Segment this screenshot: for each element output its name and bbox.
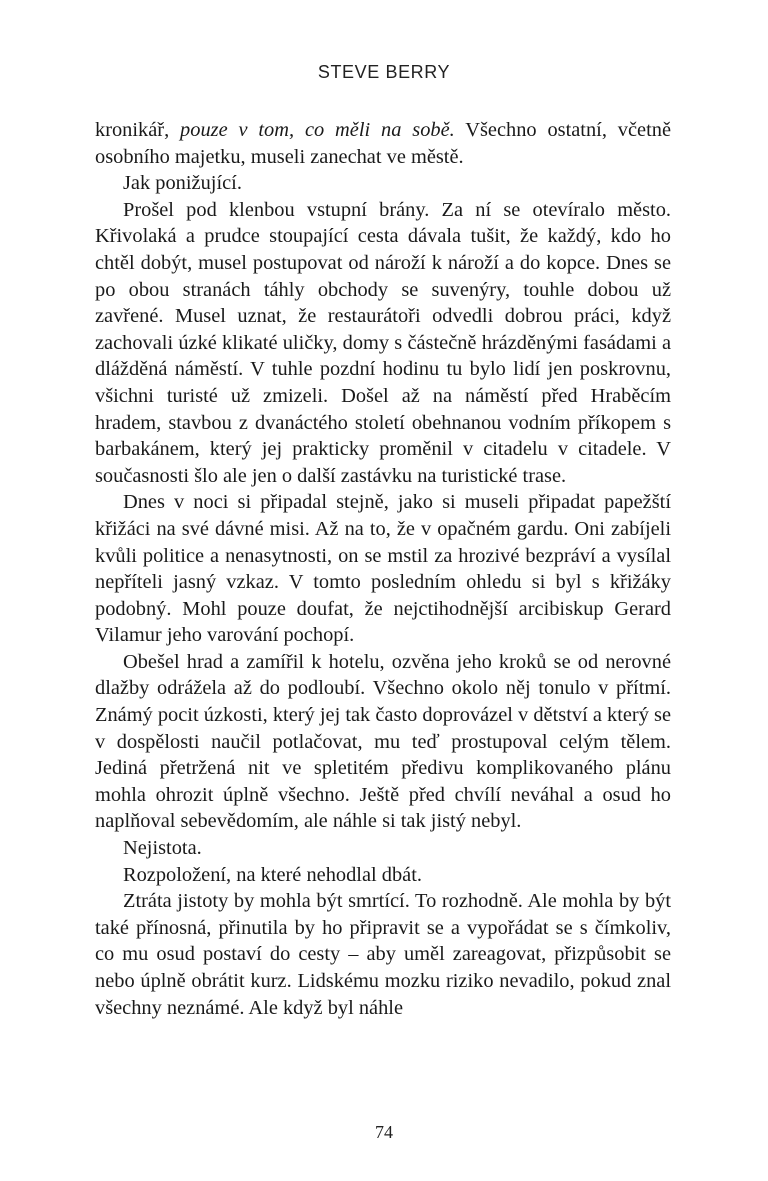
page-number: 74 [375,1122,393,1142]
paragraph-text: Všechno ostatní, včetně osobního majetku, museli zanechat ve městě. [95,119,671,168]
paragraph: Prošel pod klenbou vstupní brány. Za ní se otevíralo město. Křivolaká a prudce stoupající cesta dávala tušit, že každý, kdo ho chtěl dobýt, musel postupovat od nároží k nároží a do kopce. Dnes se po obou stranách táhly obchody se suvenýry, touhle dobou už zavřené. Musel uznat, že restaurátoři odvedli dobrou práci, když zachovali úzké klikaté uličky, domy s částečně hrázděnými fasádami a dlážděná náměstí. V tuhle pozdní hodinu tu bylo lidí jen poskrovnu, všichni turisté už zmizeli. Došel až na náměstí před Hraběcím hradem, stavbou z dvanáctého století obehnanou vodním příkopem s barbakánem, který jej prakticky proměnil v citadelu v citadele. V současnosti šlo ale jen o další zastávku na turistické trase. [95,198,671,487]
italic-phrase: pouze v tom, co měli na sobě. [180,119,455,141]
paragraph: Nejistota. [123,837,202,860]
paragraph: Ztráta jistoty by mohla být smrtící. To rozhodně. Ale mohla by být také přínosná, přinutila by ho připravit se a vypořádat se s čímkoliv, co mu osud postaví do cesty – aby uměl zareagovat, přizpůsobit se nebo úplně obrátit kurz. Lidskému mozku riziko nevadilo, pokud znal všechny neznámé. Ale když byl náhle [95,890,671,1019]
paragraph-text: kronikář, [95,119,181,141]
paragraph: Rozpoložení, na které nehodlal dbát. [123,863,422,886]
running-head: STEVE BERRY [317,62,451,82]
paragraph: Dnes v noci si připadal stejně, jako si museli připadat papežští křižáci na své dávné misi. Až na to, že v opačném gardu. Oni zabíjeli kvůli politice a nenasytnosti, on se mstil za hrozivé bezpráví a vysílal nepříteli jasný vzkaz. V tomto posledním ohledu si byl s křižáky podobný. Mohl pouze doufat, že nejctihodnější arcibiskup Gerard Vilamur jeho varování pochopí. [95,491,671,647]
body-text [95,117,671,1021]
paragraph: Jak ponižující. [123,172,242,195]
paragraph-continued [95,117,671,170]
paragraph: Obešel hrad a zamířil k hotelu, ozvěna jeho kroků se od nerovné dlažby odrážela až do podloubí. Všechno okolo něj tonulo v přítmí. Známý pocit úzkosti, který jej tak často doprovázel v dětství a který se v dospělosti naučil potlačovat, mu teď prostupoval celým tělem. Jediná přetržená nit ve spletitém předivu komplikovaného plánu mohla ohrozit úplně všechno. Ještě před chvílí neváhal a osud ho naplňoval sebevědomím, ale náhle si tak jistý nebyl. [95,650,671,833]
